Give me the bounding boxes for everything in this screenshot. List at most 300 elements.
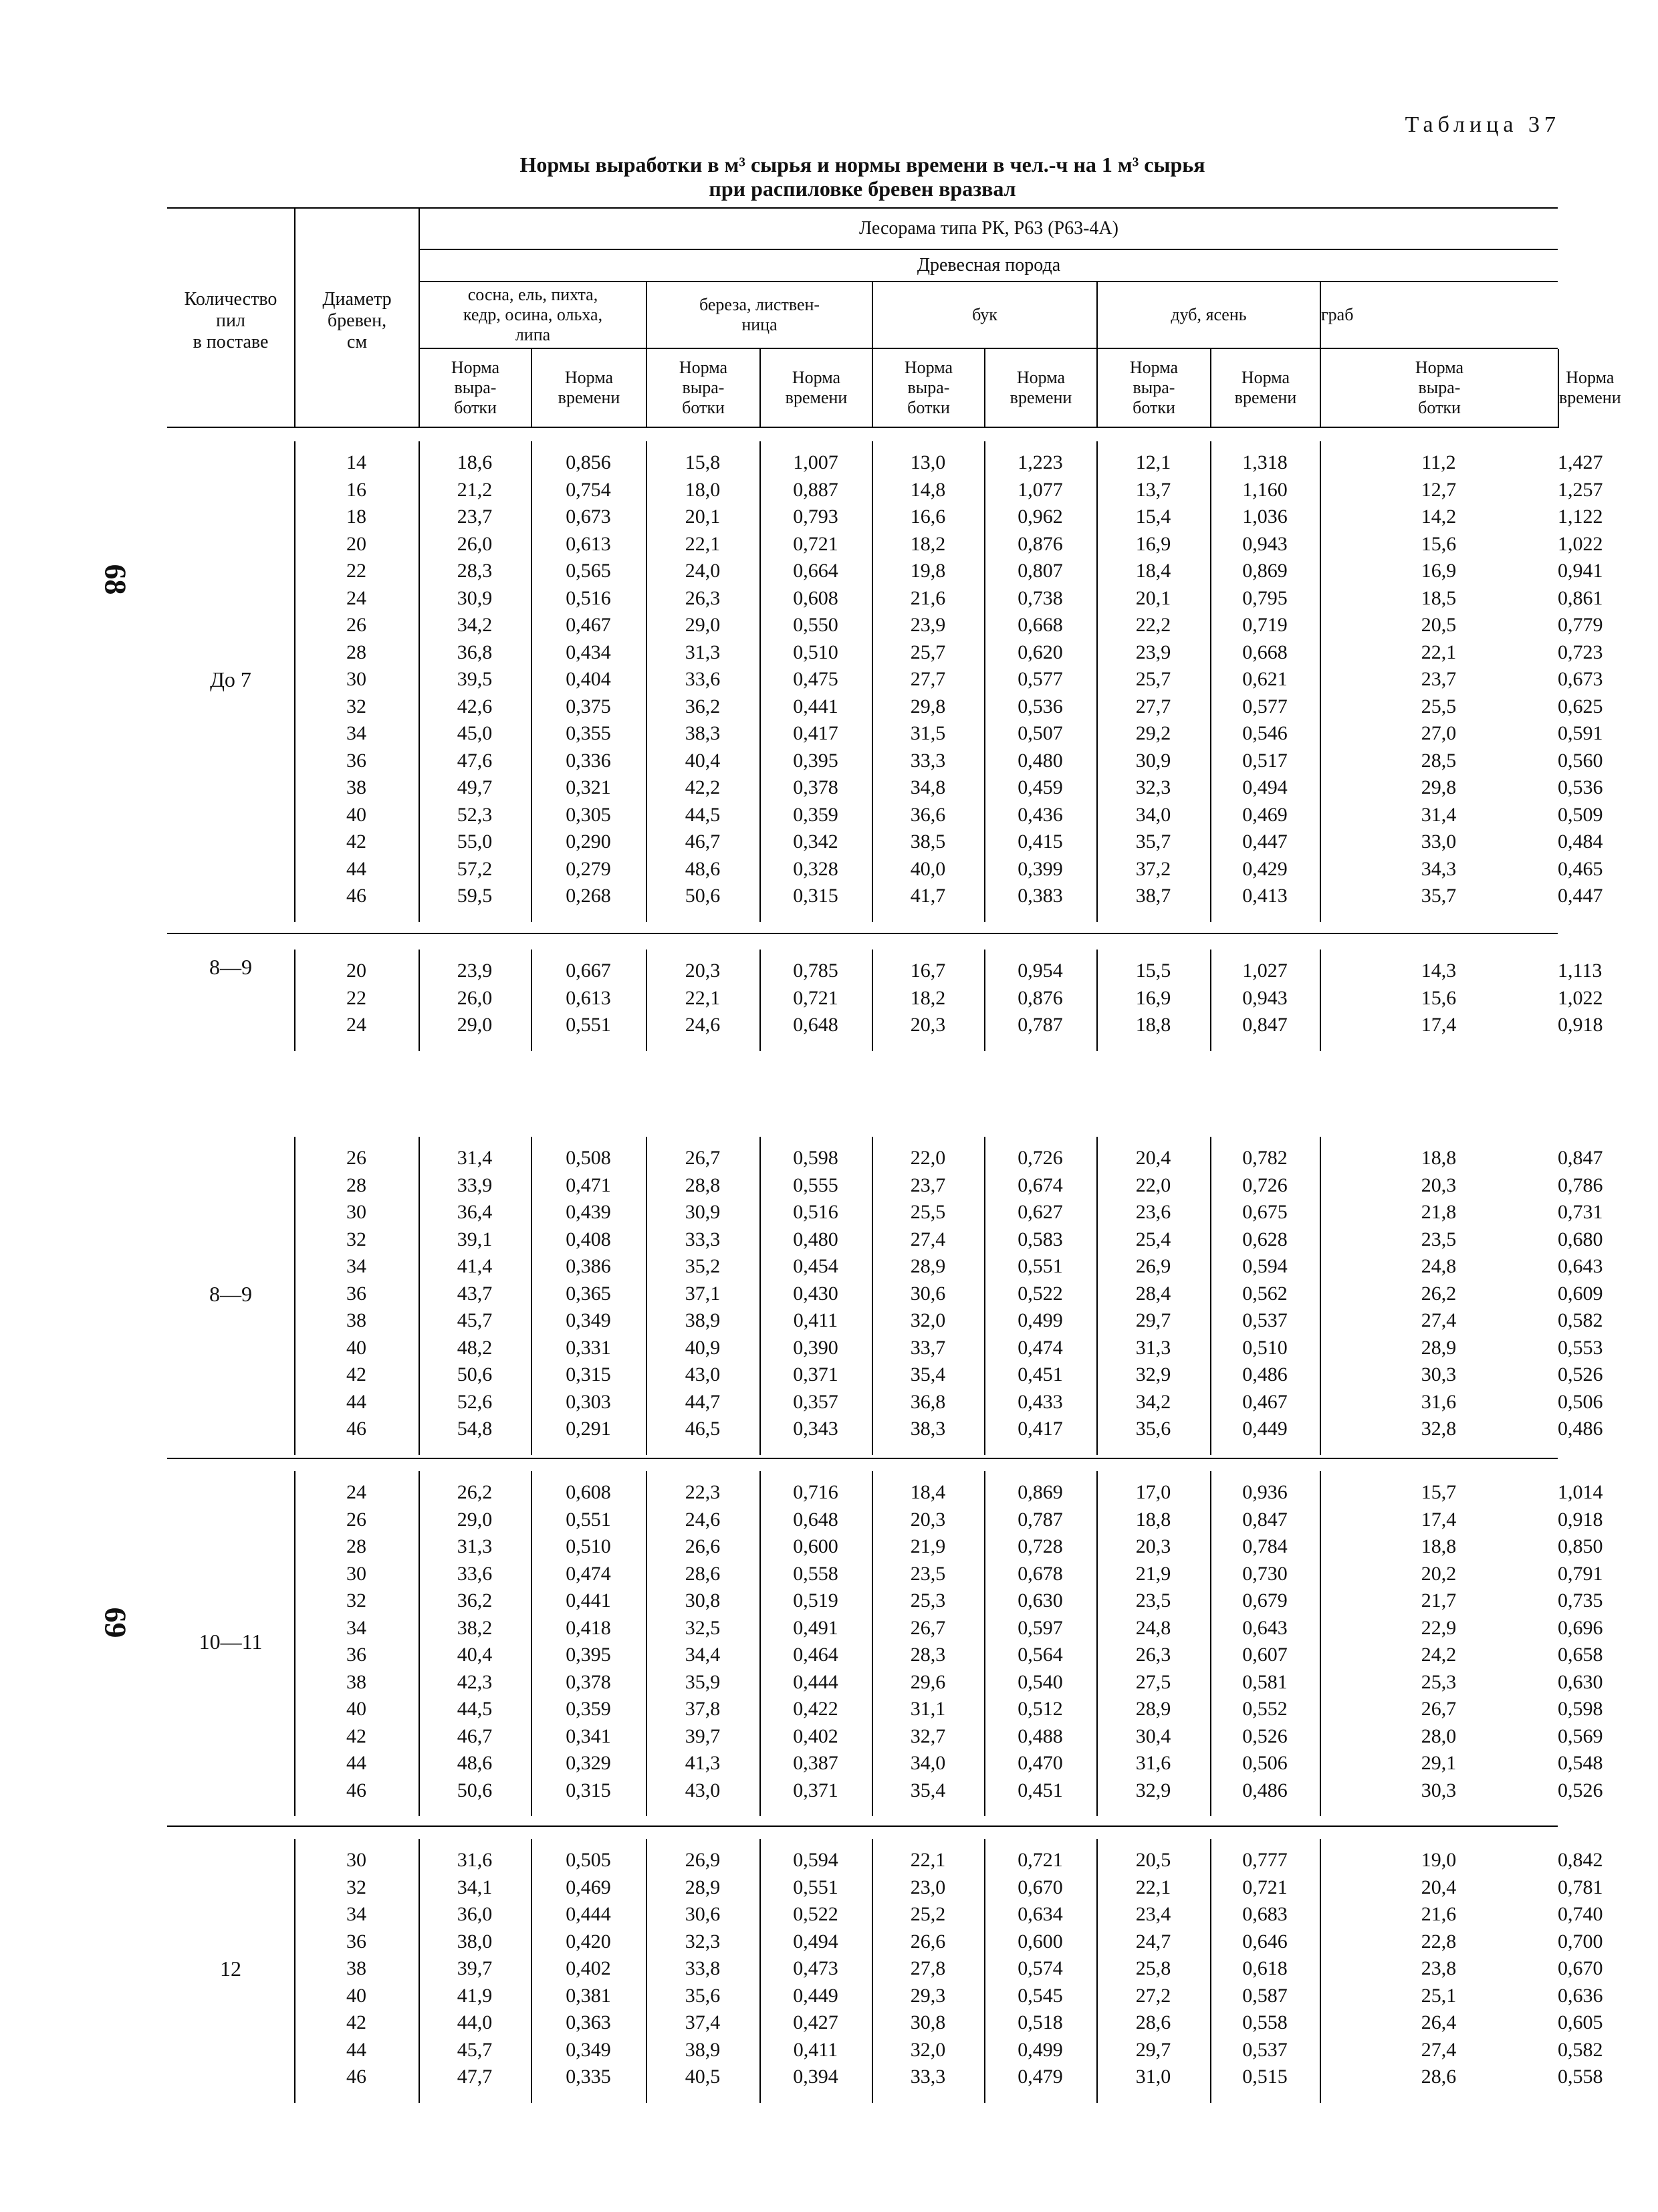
header-norm-time: Норма времени <box>1010 368 1072 407</box>
norm-time-cell: 1,318 <box>1242 451 1288 473</box>
norm-time-cell: 0,608 <box>793 586 838 609</box>
table-row <box>167 1361 1603 1389</box>
norm-time-cell: 0,548 <box>1558 1752 1603 1774</box>
norm-time-cell: 0,918 <box>1558 1508 1603 1531</box>
norm-output-cell: 26,0 <box>457 986 493 1009</box>
norm-output-cell: 32,5 <box>685 1616 721 1639</box>
norm-time-cell: 0,526 <box>1242 1725 1288 1747</box>
norm-time-cell: 0,363 <box>566 2011 611 2033</box>
norm-time-cell: 0,730 <box>1242 1562 1288 1585</box>
norm-time-cell: 0,726 <box>1242 1174 1288 1196</box>
norm-time-cell: 1,223 <box>1018 451 1063 473</box>
diameter-cell: 26 <box>346 1147 366 1169</box>
diameter-cell: 40 <box>346 1984 366 2007</box>
norm-output-cell: 42,6 <box>457 695 493 717</box>
norm-output-cell: 20,3 <box>1135 1535 1171 1557</box>
norm-output-cell: 30,9 <box>1135 749 1171 772</box>
norm-time-cell: 0,721 <box>1242 1876 1288 1898</box>
norm-output-cell: 26,3 <box>685 586 721 609</box>
norm-time-cell: 0,723 <box>1558 641 1603 663</box>
norm-output-cell: 37,2 <box>1135 857 1171 880</box>
diameter-cell: 28 <box>346 1174 366 1196</box>
norm-output-cell: 25,7 <box>910 641 946 663</box>
norm-output-cell: 38,2 <box>457 1616 493 1639</box>
diameter-cell: 42 <box>346 831 366 853</box>
norm-output-cell: 46,7 <box>457 1725 493 1747</box>
norm-time-cell: 0,597 <box>1018 1616 1063 1639</box>
diameter-cell: 26 <box>346 614 366 636</box>
norm-output-cell: 26,0 <box>457 532 493 555</box>
norm-output-cell: 20,3 <box>1421 1174 1457 1196</box>
block-separator <box>167 933 1558 934</box>
norm-time-cell: 0,371 <box>793 1363 838 1386</box>
norm-time-cell: 0,675 <box>1242 1201 1288 1223</box>
norm-time-cell: 0,506 <box>1242 1752 1288 1774</box>
norm-output-cell: 28,9 <box>685 1876 721 1898</box>
norm-output-cell: 22,1 <box>1135 1876 1171 1898</box>
norm-time-cell: 1,427 <box>1558 451 1603 473</box>
norm-output-cell: 34,2 <box>1135 1390 1171 1413</box>
norm-time-cell: 0,522 <box>1018 1282 1063 1305</box>
table-row <box>167 1847 1603 1874</box>
norm-time-cell: 0,430 <box>793 1282 838 1305</box>
norm-output-cell: 20,1 <box>1135 586 1171 609</box>
norm-output-cell: 35,6 <box>1135 1418 1171 1440</box>
norm-output-cell: 16,9 <box>1421 560 1457 582</box>
norm-output-cell: 42,3 <box>457 1670 493 1693</box>
norm-time-cell: 0,550 <box>793 614 838 636</box>
norm-output-cell: 23,7 <box>1421 668 1457 690</box>
norm-time-cell: 0,315 <box>566 1779 611 1801</box>
norm-time-cell: 1,077 <box>1018 478 1063 501</box>
norm-output-cell: 32,7 <box>910 1725 946 1747</box>
norm-output-cell: 23,7 <box>457 506 493 528</box>
norm-time-cell: 0,574 <box>1018 1957 1063 1979</box>
norm-output-cell: 55,0 <box>457 831 493 853</box>
norm-time-cell: 0,449 <box>1242 1418 1288 1440</box>
norm-time-cell: 0,378 <box>566 1670 611 1693</box>
norm-output-cell: 26,6 <box>685 1535 721 1557</box>
norm-time-cell: 0,787 <box>1018 1014 1063 1036</box>
diameter-cell: 44 <box>346 857 366 880</box>
norm-output-cell: 34,2 <box>457 614 493 636</box>
norm-output-cell: 39,5 <box>457 668 493 690</box>
table-row <box>167 2037 1603 2064</box>
norm-time-cell: 0,605 <box>1558 2011 1603 2033</box>
norm-output-cell: 29,2 <box>1135 722 1171 744</box>
norm-output-cell: 38,9 <box>685 1309 721 1331</box>
norm-time-cell: 0,936 <box>1242 1481 1288 1503</box>
norm-output-cell: 46,5 <box>685 1418 721 1440</box>
norm-output-cell: 16,7 <box>910 960 946 982</box>
norm-time-cell: 0,581 <box>1242 1670 1288 1693</box>
norm-time-cell: 0,918 <box>1558 1014 1603 1036</box>
norm-output-cell: 26,7 <box>685 1147 721 1169</box>
norm-output-cell: 13,7 <box>1135 478 1171 501</box>
norm-output-cell: 24,6 <box>685 1014 721 1036</box>
norm-time-cell: 0,582 <box>1558 1309 1603 1331</box>
table-row <box>167 585 1603 613</box>
norm-output-cell: 19,8 <box>910 560 946 582</box>
norm-time-cell: 0,577 <box>1018 668 1063 690</box>
block-separator <box>167 1826 1558 1827</box>
norm-time-cell: 0,359 <box>566 1698 611 1720</box>
norm-output-cell: 39,1 <box>457 1228 493 1250</box>
norm-time-cell: 0,402 <box>793 1725 838 1747</box>
norm-time-cell: 0,962 <box>1018 506 1063 528</box>
norm-time-cell: 0,731 <box>1558 1201 1603 1223</box>
norm-time-cell: 0,480 <box>793 1228 838 1250</box>
norm-output-cell: 25,2 <box>910 1903 946 1925</box>
norm-time-cell: 0,784 <box>1242 1535 1288 1557</box>
norm-time-cell: 0,499 <box>1018 1309 1063 1331</box>
norm-time-cell: 0,515 <box>1242 2066 1288 2088</box>
norm-output-cell: 22,1 <box>910 1849 946 1871</box>
norm-time-cell: 0,469 <box>1242 803 1288 826</box>
norm-output-cell: 16,9 <box>1135 532 1171 555</box>
norm-time-cell: 0,630 <box>1018 1589 1063 1612</box>
norm-time-cell: 0,473 <box>793 1957 838 1979</box>
norm-time-cell: 0,607 <box>1242 1644 1288 1666</box>
norm-time-cell: 0,494 <box>1242 776 1288 798</box>
norm-output-cell: 15,4 <box>1135 506 1171 528</box>
table-row <box>167 1145 1603 1172</box>
norm-output-cell: 20,4 <box>1135 1147 1171 1169</box>
norm-time-cell: 0,728 <box>1018 1535 1063 1557</box>
norm-output-cell: 37,1 <box>685 1282 721 1305</box>
norm-output-cell: 14,3 <box>1421 960 1457 982</box>
norm-time-cell: 0,726 <box>1018 1147 1063 1169</box>
norm-time-cell: 0,625 <box>1558 695 1603 717</box>
norm-time-cell: 0,387 <box>793 1752 838 1774</box>
norm-output-cell: 20,3 <box>685 960 721 982</box>
norm-time-cell: 0,475 <box>793 668 838 690</box>
norm-time-cell: 0,608 <box>566 1481 611 1503</box>
diameter-cell: 40 <box>346 803 366 826</box>
norm-time-cell: 0,290 <box>566 831 611 853</box>
table-row <box>167 477 1603 504</box>
norm-time-cell: 0,518 <box>1018 2011 1063 2033</box>
norm-output-cell: 23,4 <box>1135 1903 1171 1925</box>
norm-output-cell: 21,9 <box>1135 1562 1171 1585</box>
norm-time-cell: 0,507 <box>1018 722 1063 744</box>
diameter-cell: 20 <box>346 532 366 555</box>
norm-time-cell: 0,486 <box>1558 1418 1603 1440</box>
norm-output-cell: 38,3 <box>685 722 721 744</box>
norm-time-cell: 0,447 <box>1242 831 1288 853</box>
norm-time-cell: 0,791 <box>1558 1562 1603 1585</box>
diameter-cell: 42 <box>346 1725 366 1747</box>
norm-output-cell: 59,5 <box>457 885 493 907</box>
norm-output-cell: 17,0 <box>1135 1481 1171 1503</box>
norm-time-cell: 0,664 <box>793 560 838 582</box>
norm-time-cell: 0,842 <box>1558 1849 1603 1871</box>
norm-output-cell: 27,4 <box>1421 2038 1457 2061</box>
norm-output-cell: 31,6 <box>457 1849 493 1871</box>
norm-output-cell: 21,8 <box>1421 1201 1457 1223</box>
norm-time-cell: 0,560 <box>1558 749 1603 772</box>
norm-output-cell: 22,8 <box>1421 1930 1457 1953</box>
norm-output-cell: 22,3 <box>685 1481 721 1503</box>
norm-output-cell: 22,1 <box>685 986 721 1009</box>
diameter-cell: 30 <box>346 668 366 690</box>
diameter-cell: 38 <box>346 776 366 798</box>
norm-output-cell: 25,3 <box>910 1589 946 1612</box>
header-norm-output: Норма выра- ботки <box>904 358 953 417</box>
norm-output-cell: 27,2 <box>1135 1984 1171 2007</box>
norm-output-cell: 35,9 <box>685 1670 721 1693</box>
norm-time-cell: 0,551 <box>566 1014 611 1036</box>
norm-output-cell: 29,1 <box>1421 1752 1457 1774</box>
table-row <box>167 1416 1603 1443</box>
norm-time-cell: 0,470 <box>1018 1752 1063 1774</box>
norm-time-cell: 0,594 <box>793 1849 838 1871</box>
norm-time-cell: 0,683 <box>1242 1903 1288 1925</box>
norm-output-cell: 25,8 <box>1135 1957 1171 1979</box>
norm-time-cell: 0,522 <box>793 1903 838 1925</box>
norm-time-cell: 0,583 <box>1018 1228 1063 1250</box>
norm-time-cell: 0,459 <box>1018 776 1063 798</box>
table-row <box>167 1479 1603 1507</box>
table-row <box>167 1928 1603 1956</box>
norm-time-cell: 0,465 <box>1558 857 1603 880</box>
norm-output-cell: 17,4 <box>1421 1014 1457 1036</box>
table-row <box>167 2009 1603 2037</box>
norm-output-cell: 38,0 <box>457 1930 493 1953</box>
diameter-cell: 36 <box>346 1644 366 1666</box>
norm-time-cell: 0,546 <box>1242 722 1288 744</box>
norm-output-cell: 18,0 <box>685 478 721 501</box>
norm-time-cell: 0,411 <box>793 2038 838 2061</box>
norm-output-cell: 23,7 <box>910 1174 946 1196</box>
table-row <box>167 1533 1603 1561</box>
norm-output-cell: 23,6 <box>1135 1201 1171 1223</box>
norm-time-cell: 0,526 <box>1558 1779 1603 1801</box>
norm-output-cell: 32,9 <box>1135 1363 1171 1386</box>
diameter-cell: 42 <box>346 1363 366 1386</box>
norm-time-cell: 0,786 <box>1558 1174 1603 1196</box>
norm-output-cell: 33,6 <box>457 1562 493 1585</box>
norm-time-cell: 0,429 <box>1242 857 1288 880</box>
norm-output-cell: 30,4 <box>1135 1725 1171 1747</box>
norm-output-cell: 25,7 <box>1135 668 1171 690</box>
norm-output-cell: 29,8 <box>910 695 946 717</box>
norm-output-cell: 18,5 <box>1421 586 1457 609</box>
norm-output-cell: 28,5 <box>1421 749 1457 772</box>
norm-time-cell: 0,680 <box>1558 1228 1603 1250</box>
norm-time-cell: 0,335 <box>566 2066 611 2088</box>
block-separator <box>167 1458 1558 1459</box>
header-norm-time: Норма времени <box>1559 368 1621 407</box>
norm-output-cell: 15,8 <box>685 451 721 473</box>
norm-time-cell: 0,648 <box>793 1014 838 1036</box>
norm-time-cell: 0,807 <box>1018 560 1063 582</box>
table-row <box>167 883 1603 910</box>
norm-output-cell: 20,2 <box>1421 1562 1457 1585</box>
norm-output-cell: 31,3 <box>457 1535 493 1557</box>
norm-output-cell: 32,3 <box>1135 776 1171 798</box>
table-row <box>167 2064 1603 2091</box>
diameter-cell: 36 <box>346 1930 366 1953</box>
norm-time-cell: 0,471 <box>566 1174 611 1196</box>
norm-time-cell: 0,359 <box>793 803 838 826</box>
norm-time-cell: 0,553 <box>1558 1336 1603 1359</box>
norm-output-cell: 35,6 <box>685 1984 721 2007</box>
table-row <box>167 1955 1603 1983</box>
norm-output-cell: 34,3 <box>1421 857 1457 880</box>
norm-output-cell: 33,8 <box>685 1957 721 1979</box>
norm-time-cell: 0,422 <box>793 1698 838 1720</box>
header-norm-output: Норма выра- ботки <box>451 358 500 417</box>
norm-time-cell: 0,721 <box>793 986 838 1009</box>
norm-time-cell: 0,781 <box>1558 1876 1603 1898</box>
header-saw-count: Количество пил в поставе <box>184 289 277 352</box>
norm-time-cell: 0,505 <box>566 1849 611 1871</box>
norm-output-cell: 32,0 <box>910 2038 946 2061</box>
norm-time-cell: 0,479 <box>1018 2066 1063 2088</box>
norm-time-cell: 0,674 <box>1018 1174 1063 1196</box>
norm-output-cell: 45,0 <box>457 722 493 744</box>
norm-output-cell: 27,7 <box>1135 695 1171 717</box>
norm-time-cell: 0,552 <box>1242 1698 1288 1720</box>
norm-time-cell: 0,582 <box>1558 2038 1603 2061</box>
norm-output-cell: 36,0 <box>457 1903 493 1925</box>
norm-time-cell: 0,618 <box>1242 1957 1288 1979</box>
norm-output-cell: 34,0 <box>910 1752 946 1774</box>
norm-output-cell: 40,4 <box>457 1644 493 1666</box>
norm-time-cell: 0,447 <box>1558 885 1603 907</box>
table-row <box>167 1777 1603 1805</box>
norm-output-cell: 30,3 <box>1421 1363 1457 1386</box>
table-row <box>167 693 1603 721</box>
norm-time-cell: 0,315 <box>566 1363 611 1386</box>
table-row <box>167 720 1603 748</box>
norm-time-cell: 0,721 <box>1018 1849 1063 1871</box>
diameter-cell: 46 <box>346 2066 366 2088</box>
norm-output-cell: 29,8 <box>1421 776 1457 798</box>
norm-output-cell: 30,9 <box>685 1201 721 1223</box>
norm-time-cell: 0,668 <box>1242 641 1288 663</box>
norm-output-cell: 28,6 <box>1421 2066 1457 2088</box>
norm-time-cell: 0,634 <box>1018 1903 1063 1925</box>
norm-output-cell: 28,8 <box>685 1174 721 1196</box>
norm-time-cell: 0,516 <box>566 586 611 609</box>
norm-time-cell: 0,591 <box>1558 722 1603 744</box>
norm-time-cell: 0,349 <box>566 1309 611 1331</box>
norm-output-cell: 29,7 <box>1135 1309 1171 1331</box>
header-sawmill: Лесорама типа РК, Р63 (Р63-4А) <box>859 218 1118 239</box>
norm-output-cell: 18,6 <box>457 451 493 473</box>
norm-output-cell: 33,7 <box>910 1336 946 1359</box>
norm-output-cell: 29,0 <box>457 1508 493 1531</box>
norm-output-cell: 31,4 <box>457 1147 493 1169</box>
norm-output-cell: 15,5 <box>1135 960 1171 982</box>
norm-output-cell: 34,8 <box>910 776 946 798</box>
diameter-cell: 28 <box>346 641 366 663</box>
norm-output-cell: 52,6 <box>457 1390 493 1413</box>
norm-time-cell: 0,439 <box>566 1201 611 1223</box>
norm-time-cell: 1,022 <box>1558 986 1603 1009</box>
norm-output-cell: 47,7 <box>457 2066 493 2088</box>
norm-time-cell: 0,449 <box>793 1984 838 2007</box>
norm-output-cell: 26,3 <box>1135 1644 1171 1666</box>
norm-time-cell: 0,305 <box>566 803 611 826</box>
norm-time-cell: 0,600 <box>793 1535 838 1557</box>
table-row <box>167 1696 1603 1723</box>
norm-time-cell: 0,510 <box>793 641 838 663</box>
norm-output-cell: 29,3 <box>910 1984 946 2007</box>
norm-output-cell: 30,6 <box>910 1282 946 1305</box>
norm-time-cell: 0,598 <box>1558 1698 1603 1720</box>
table-row <box>167 1199 1603 1226</box>
diameter-cell: 34 <box>346 1616 366 1639</box>
table-title-line-2: при распиловке бревен вразвал <box>709 177 1016 201</box>
norm-output-cell: 30,9 <box>457 586 493 609</box>
table-row <box>167 1561 1603 1588</box>
norm-output-cell: 49,7 <box>457 776 493 798</box>
table-row <box>167 1901 1603 1928</box>
diameter-cell: 32 <box>346 1589 366 1612</box>
norm-time-cell: 0,494 <box>793 1930 838 1953</box>
diameter-cell: 30 <box>346 1201 366 1223</box>
norm-time-cell: 0,433 <box>1018 1390 1063 1413</box>
norm-time-cell: 0,474 <box>566 1562 611 1585</box>
norm-output-cell: 24,2 <box>1421 1644 1457 1666</box>
table-row <box>167 1507 1603 1534</box>
table-row <box>167 1253 1603 1281</box>
norm-output-cell: 20,5 <box>1135 1849 1171 1871</box>
norm-output-cell: 15,7 <box>1421 1481 1457 1503</box>
norm-output-cell: 11,2 <box>1421 451 1456 473</box>
norm-time-cell: 0,343 <box>793 1418 838 1440</box>
norm-time-cell: 0,754 <box>566 478 611 501</box>
diameter-cell: 46 <box>346 1418 366 1440</box>
norm-time-cell: 0,876 <box>1018 986 1063 1009</box>
norm-time-cell: 0,696 <box>1558 1616 1603 1639</box>
norm-output-cell: 21,7 <box>1421 1589 1457 1612</box>
norm-time-cell: 0,329 <box>566 1752 611 1774</box>
norm-time-cell: 1,160 <box>1242 478 1288 501</box>
norm-time-cell: 0,491 <box>793 1616 838 1639</box>
norm-time-cell: 1,036 <box>1242 506 1288 528</box>
table-row <box>167 774 1603 802</box>
table-row <box>167 612 1603 639</box>
norm-output-cell: 33,3 <box>910 749 946 772</box>
table-row <box>167 1587 1603 1615</box>
norm-output-cell: 14,2 <box>1421 506 1457 528</box>
norm-time-cell: 0,793 <box>793 506 838 528</box>
norm-time-cell: 0,558 <box>1558 2066 1603 2088</box>
table-block <box>167 1471 1603 1816</box>
norm-output-cell: 50,6 <box>685 885 721 907</box>
norm-output-cell: 23,9 <box>910 614 946 636</box>
diameter-cell: 24 <box>346 586 366 609</box>
norm-output-cell: 24,6 <box>685 1508 721 1531</box>
norm-time-cell: 0,516 <box>793 1201 838 1223</box>
table-row <box>167 1389 1603 1416</box>
diameter-cell: 32 <box>346 695 366 717</box>
norm-output-cell: 38,5 <box>910 831 946 853</box>
norm-time-cell: 0,519 <box>793 1589 838 1612</box>
norm-time-cell: 0,341 <box>566 1725 611 1747</box>
norm-output-cell: 33,0 <box>1421 831 1457 853</box>
table-row <box>167 1307 1603 1335</box>
table-row <box>167 985 1603 1012</box>
norm-time-cell: 0,349 <box>566 2038 611 2061</box>
norm-output-cell: 26,2 <box>1421 1282 1457 1305</box>
norm-output-cell: 29,0 <box>457 1014 493 1036</box>
norm-output-cell: 33,3 <box>910 2066 946 2088</box>
